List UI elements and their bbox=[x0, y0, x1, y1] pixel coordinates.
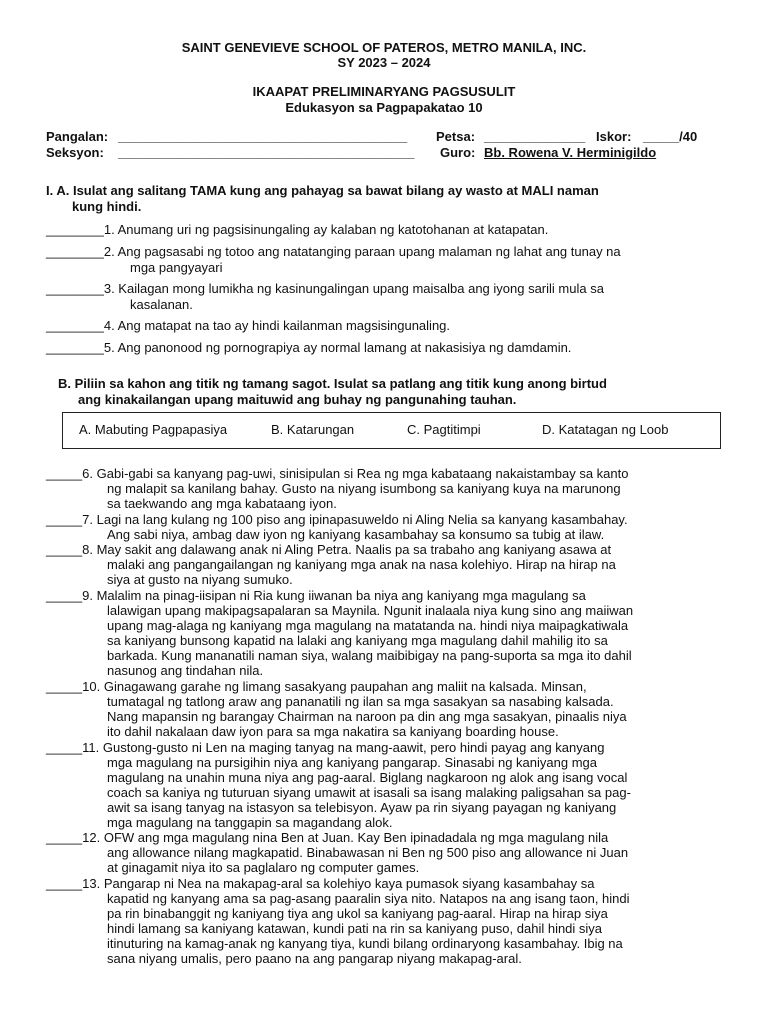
part-a-instruction: I. A. Isulat ang salitang TAMA kung ang pahayag sa bawat bilang ay wasto at MALI naman bbox=[46, 183, 599, 198]
choice-a: A. Mabuting Pagpapasiya bbox=[79, 422, 228, 437]
question-line-cont: ito dahil nakalaan daw iyon para sa mga nakatira sa kaniyang boarding house. bbox=[107, 724, 559, 739]
section-blank[interactable]: _________________________________________ bbox=[118, 145, 415, 160]
question-line-cont: sa taekwando ang mga kabataang iyon. bbox=[107, 496, 337, 511]
question-line[interactable]: _____7. Lagi na lang kulang ng 100 piso ang ipinapasuweldo ni Aling Nelia sa kanyang kasambahay. bbox=[46, 512, 628, 527]
exam-title: IKAAPAT PRELIMINARYANG PAGSUSULIT bbox=[252, 84, 516, 99]
question-line-cont: awit sa isang tanyag na istasyon sa telebisyon. Ayaw pa rin siyang payagan ng kaniyang bbox=[107, 800, 617, 815]
question-line[interactable]: ________3. Kailagan mong lumikha ng kasinungalingan upang maisalba ang iyong sarili mula sa bbox=[46, 281, 604, 296]
question-line[interactable]: _____8. May sakit ang dalawang anak ni Aling Petra. Naalis pa sa trabaho ang kaniyang asawa at bbox=[46, 542, 612, 557]
question-line-cont: mga magulang na pursigihin niya ang kaniyang pangarap. Sinasabi ng kaniyang mga bbox=[107, 755, 598, 770]
question-line-cont: ang allowance nilang magkapatid. Binabawasan ni Ben ng 500 piso ang allowance ni Juan bbox=[107, 845, 629, 860]
question-line-cont: barkada. Kung mananatili naman siya, walang maibibigay na pang-suporta sa mga ito dahil bbox=[107, 648, 632, 663]
question-line-cont: ng malapit sa kanilang bahay. Gusto na niyang isumbong sa kaniyang kuya na marunong bbox=[107, 481, 621, 496]
question-line-cont: kapatid ng kanyang ama sa pag-asang paaralin siya nito. Natapos na ang isang taon, hindi bbox=[107, 891, 630, 906]
question-line[interactable]: ________2. Ang pagsasabi ng totoo ang natatanging paraan upang malaman ng lahat ang tunay na bbox=[46, 244, 621, 259]
question-line-cont: pa rin binabanggit ng kaniyang tiya ang ukol sa kaniyang pag-aaral. Hirap na hirap siya bbox=[107, 906, 608, 921]
question-line[interactable]: _____11. Gustong-gusto ni Len na maging tanyag na mang-aawit, pero hindi payag ang kanyang bbox=[46, 740, 605, 755]
school-year: SY 2023 – 2024 bbox=[337, 55, 431, 70]
question-line[interactable]: _____12. OFW ang mga magulang nina Ben at Juan. Kay Ben ipinadadala ng mga magulang nila bbox=[46, 830, 609, 845]
question-line[interactable]: ________1. Anumang uri ng pagsisinungaling ay kalaban ng katotohanan at katapatan. bbox=[46, 222, 549, 237]
question-line-cont: upang mag-alaga ng kaniyang mga magulang na matatanda na. hindi niya maipagkatiwala bbox=[107, 618, 629, 633]
date-label: Petsa: bbox=[436, 129, 476, 144]
question-line-cont: tumatagal ng tatlong araw ang pananatili ng ilan sa mga sasakyan sa nasabing kalsada. bbox=[107, 694, 614, 709]
subject-title: Edukasyon sa Pagpapakatao 10 bbox=[285, 100, 483, 115]
question-line-cont: sana niyang umalis, pero paano na ang pangarap niyang makapag-aral. bbox=[107, 951, 522, 966]
question-line[interactable]: _____9. Malalim na pinag-iisipan ni Ria kung iiwanan ba niya ang kaniyang mga magulang sa bbox=[46, 588, 586, 603]
section-label: Seksyon: bbox=[46, 145, 104, 160]
question-line[interactable]: ________5. Ang panonood ng pornograpiya ay normal lamang at nakasisiya ng damdamin. bbox=[46, 340, 572, 355]
question-line-cont: sa kaniyang bunsong kapatid na lalaki ang kaniyang mga magulang dahil mahilig ito sa bbox=[107, 633, 608, 648]
question-line-cont: nasunog ang tindahan nila. bbox=[107, 663, 264, 678]
teacher-label: Guro: bbox=[440, 145, 476, 160]
question-line-cont: Ang sabi niya, ambag daw iyon ng kaniyang kasambahay sa konsumo sa tubig at ilaw. bbox=[107, 527, 605, 542]
teacher-name: Bb. Rowena V. Herminigildo bbox=[484, 145, 657, 160]
part-b-instruction: B. Piliin sa kahon ang titik ng tamang sagot. Isulat sa patlang ang titik kung anong birtud bbox=[58, 376, 607, 391]
question-line-cont: mga magulang na tanggapin sa magandang alok. bbox=[107, 815, 393, 830]
name-label: Pangalan: bbox=[46, 129, 109, 144]
score-label: Iskor: bbox=[596, 129, 632, 144]
question-line[interactable]: _____10. Ginagawang garahe ng limang sasakyang paupahan ang maliit na kalsada. Minsan, bbox=[46, 679, 587, 694]
part-b-instruction-cont: ang kinakailangan upang maituwid ang buhay ng pangunahing tauhan. bbox=[78, 392, 517, 407]
score-blank[interactable]: _____/40 bbox=[643, 129, 698, 144]
question-line-cont: itinuturing na kamag-anak ng kanyang tiya, kundi bilang ordinaryong kasambahay. Ibig na bbox=[107, 936, 623, 951]
choice-d: D. Katatagan ng Loob bbox=[542, 422, 669, 437]
choice-c: C. Pagtitimpi bbox=[407, 422, 481, 437]
question-line-cont: malaki ang pangangailangan ng kaniyang mga anak na nasa kolehiyo. Hirap na hirap na bbox=[107, 557, 616, 572]
part-a-instruction-cont: kung hindi. bbox=[72, 199, 142, 214]
choices-box bbox=[62, 412, 721, 449]
question-line-cont: siya at gusto na niyang sumuko. bbox=[107, 572, 293, 587]
question-line[interactable]: _____13. Pangarap ni Nea na makapag-aral sa kolehiyo kaya pumasok siyang kasambahay sa bbox=[46, 876, 595, 891]
question-line-cont: magulang na unahin muna niya ang pag-aaral. Biglang nagkaroon ng alok ang isang vocal bbox=[107, 770, 628, 785]
question-line[interactable]: _____6. Gabi-gabi sa kanyang pag-uwi, sinisipulan si Rea ng mga kabataang nakaistambay sa kanto bbox=[46, 466, 629, 481]
question-line-cont: at ginagamit niya ito sa paglalaro ng computer games. bbox=[107, 860, 420, 875]
question-line-cont: hindi lamang sa kaniyang katawan, kundi pati na rin sa kaniyang puso, dahil hindi siya bbox=[107, 921, 603, 936]
question-line[interactable]: ________4. Ang matapat na tao ay hindi kailanman magsisingunaling. bbox=[46, 318, 451, 333]
school-name: SAINT GENEVIEVE SCHOOL OF PATEROS, METRO MANILA, INC. bbox=[181, 40, 587, 55]
date-blank[interactable]: ______________ bbox=[484, 129, 586, 144]
question-line-cont: coach sa kaniya ng tuturuan siyang umawit at isasali sa isang malaking paligsahan sa pag- bbox=[107, 785, 631, 800]
question-line-cont: lalawigan upang makipagsapalaran sa Maynila. Ngunit inalaala niya kung sino ang maiiwan bbox=[107, 603, 634, 618]
question-line-cont: kasalanan. bbox=[130, 297, 193, 312]
name-blank[interactable]: ________________________________________ bbox=[118, 129, 408, 144]
question-line-cont: mga pangyayari bbox=[130, 260, 223, 275]
choice-b: B. Katarungan bbox=[271, 422, 355, 437]
question-line-cont: Nang mapansin ng barangay Chairman na naroon pa din ang mga sasakyan, pinaalis niya bbox=[107, 709, 627, 724]
